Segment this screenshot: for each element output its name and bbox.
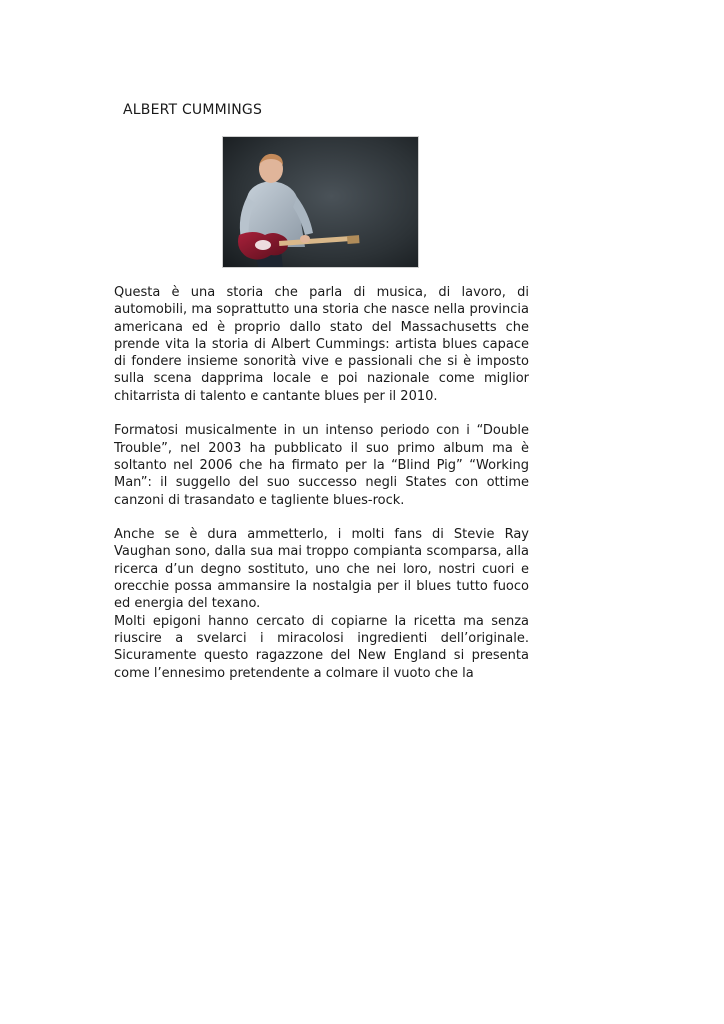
artist-photo <box>222 136 419 268</box>
document-title: ALBERT CUMMINGS <box>123 102 263 118</box>
paragraph: Molti epigoni hanno cercato di copiarne la ricetta ma senza riuscire a svelarci i miracolosi ingredienti dell’originale. Sicuramente questo ragazzone del New England si presenta come l’ennesimo pretendente a colmare il vuoto che la <box>114 613 529 681</box>
paragraph: Questa è una storia che parla di musica, di lavoro, di automobili, ma soprattutto una storia che nasce nella provincia americana ed è proprio dallo stato del Massachusetts che prende vita la storia di Albert Cummings: artista blues capace di fondere insieme sonorità vive e passionali che si è imposto sulla scena dapprima locale e poi nazionale come miglior chitarrista di talento e cantante blues per il 2010. <box>114 285 529 404</box>
paragraph: Anche se è dura ammetterlo, i molti fans di Stevie Ray Vaughan sono, dalla sua mai troppo compianta scomparsa, alla ricerca d’un degno sostituto, uno che nei loro, nostri cuori e orecchie possa ammansire la nostalgia per il blues tutto fuoco ed energia del texano. <box>114 527 529 612</box>
article-body <box>114 284 529 699</box>
paragraph: Formatosi musicalmente in un intenso periodo con i “Double Trouble”, nel 2003 ha pubblicato il suo primo album ma è soltanto nel 2006 che ha firmato per la “Blind Pig” “Working Man”: il suggello del suo successo negli States con ottime canzoni di trasandato e tagliente blues-rock. <box>114 423 529 508</box>
